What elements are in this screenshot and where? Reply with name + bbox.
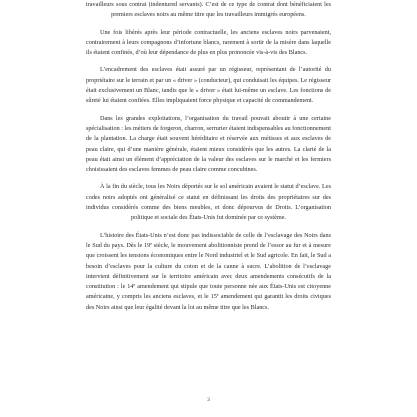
paragraph-overseer-driver: L’encadrement des esclaves était assuré par un régisseur, représentant de l’autorité du propriétaire sur le terrain et par un « driver » (conducteur), qui conduisait les équipes. Le régisseur était exclusivement un Blanc, tandis que le « driver » était lui-même un esclave. Les fonctions de sûreté lui étaient confiées. Elles impliquaient force physique et capacité de commandement. bbox=[86, 66, 331, 105]
superscript-15e: e bbox=[216, 292, 219, 298]
paragraph-indentured-servants: travailleurs sous contrat (indentured servants). C’est de ce type de contrat dont bénéficiaient les premiers esclaves noirs au même titre que les travailleurs immigrés européens. bbox=[86, 1, 331, 19]
body-text bbox=[86, 0, 331, 320]
paragraph-specialisation: Dans les grandes exploitations, l’organisation du travail pouvait aboutir à une certaine spécialisation : les métiers de forgeron, charron, serrurier étaient indispensables au fonctionnement de la plantation. La charge était souvent héréditaire et réservée aux métisses et aux esclaves de peau claire, qui d’une manière générale, étaient mieux considérés que les autres. La clarté de la peau était ainsi un élément d’appréciation de la valeur des esclaves sur le marché et les fermiers choisissaient des esclaves femmes de peau claire comme concubines. bbox=[86, 114, 331, 174]
abolition-text-2: siècle, le mouvement abolitionniste prend de l’essor au fur et à mesure que croissent les tensions économiques entre le Nord industriel et le Sud agricole. En fait, le Sud a besoin d’esclaves pour la culture du coton et de la canne à sucre. L’abolition de l’esclavage intervient définitivement sur le territoire américain avec deux amendements consécutifs de la constitution : le 14 bbox=[86, 241, 331, 291]
superscript-19e: e bbox=[150, 240, 152, 246]
abolition-text-1: L’histoire des États-Unis n’est donc pas indissociable de celle de l’esclavage des Noirs dans le Sud du pays. Dès le 19 bbox=[86, 231, 331, 249]
paragraph-abolition bbox=[86, 231, 331, 313]
page-number: 3 bbox=[207, 397, 210, 403]
superscript-14e: e bbox=[133, 282, 136, 288]
abolition-text-3: amendement qui stipule que toute personne née aux États-Unis est citoyenne américaine, y compris les anciens esclaves, et le 15 bbox=[86, 283, 331, 301]
paragraph-slave-status: À la fin du siècle, tous les Noirs déportés sur le sol américain avaient le statut d’esclave. Les codes noirs adoptés ont généralisé ce statut en définissant les droits des propriétaires sur des individus considérés comme des biens meubles, et donc dépourvus de Droits. L’organisation politique et sociale des États-Unis fut dominée par ce système. bbox=[86, 183, 331, 222]
abolition-text-4: amendement qui garantit les droits civiques des Noirs ainsi que leur égalité devant la loi au même titre que les Blancs. bbox=[86, 293, 331, 311]
paragraph-freed-slaves: Une fois libérés après leur période contractuelle, les anciens esclaves noirs parvenaient, contrairement à leurs compagnons d’infortune blancs, rarement à sortir de la misère dans laquelle ils étaient confinés, d’où leur dépendance de plus en plus prononcée vis-à-vis des Blancs. bbox=[86, 28, 331, 57]
